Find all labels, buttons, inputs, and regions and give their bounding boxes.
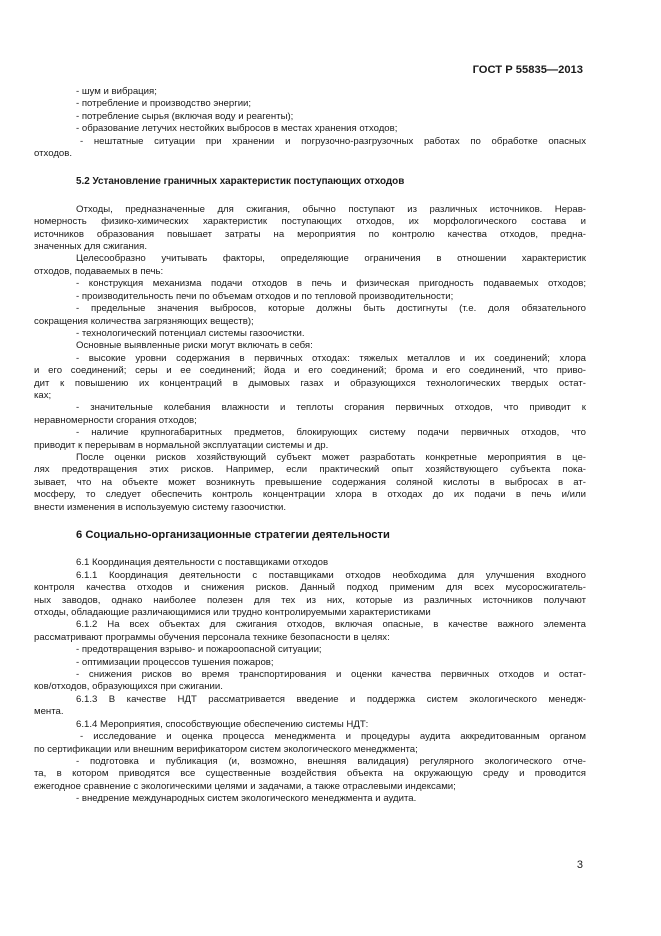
- text-line: - шум и вибрация;: [76, 86, 157, 97]
- text-line: источников образования повышает затраты на мероприятия по контролю качества отходов, предна-: [34, 228, 586, 240]
- text-line: 6.1.1 Координация деятельности с поставщиками отходов необходима для улучшения входного: [76, 569, 586, 581]
- text-line: Основные выявленные риски могут включать в себя:: [76, 340, 313, 352]
- text-line: - потребление сырья (включая воду и реагенты);: [76, 110, 294, 122]
- text-line: дит к повышению их концентраций в дымовых газах и образующихся технологических твердых остат-: [34, 377, 586, 389]
- text-line: и его соединений; серы и ее соединений; йода и его соединений; брома и его соединений, что приво-: [34, 365, 586, 377]
- text-line: отходов.: [34, 148, 73, 160]
- text-line: - предотвращения взрыво- и пожароопасной ситуации;: [76, 644, 322, 656]
- text-line: ков/отходов, образующихся при сжигании.: [34, 681, 223, 693]
- text-line: - нештатные ситуации при хранении и погрузочно-разгрузочных работах по обработке опасных: [80, 135, 586, 147]
- text-line: - значительные колебания влажности и теплоты сгорания первичных отходов, что приводит к: [76, 402, 586, 414]
- text-line: лях предотвращения этих рисков. Например, если практический опыт хозяйствующего субъекта пока-: [34, 464, 586, 476]
- text-line: 6.1.4 Мероприятия, способствующие обеспечению системы НДТ:: [76, 718, 369, 730]
- document-body: [34, 86, 586, 806]
- text-line: - потребление и производство энергии;: [76, 98, 252, 110]
- text-line: та, в котором приводятся все существенные воздействия объекта на окружающую среду и проводится: [34, 768, 586, 780]
- section-heading-5-2: 5.2 Установление граничных характеристик поступающих отходов: [76, 176, 405, 188]
- text-line: 6.1.3 В качестве НДТ рассматривается введение и поддержка систем экологического менедж-: [76, 693, 586, 705]
- text-line: неравномерности сгорания отходов;: [34, 414, 197, 426]
- text-line: мосферу, то следует обеспечить контроль концентрации хлора в отходах до их подачи в печь и/или: [34, 489, 586, 501]
- text-line: - подготовка и публикация (и, возможно, внешняя валидация) регулярного экологического отче-: [76, 755, 586, 767]
- text-line: - высокие уровни содержания в первичных отходах: тяжелых металлов и их соединений; хлора: [76, 352, 586, 364]
- text-line: номерность физико-химических характеристик поступающих отходов, их морфологического состава и: [34, 216, 586, 228]
- text-line: мента.: [34, 706, 64, 718]
- text-line: - наличие крупногабаритных предметов, блокирующих систему подачи первичных отходов, что: [76, 427, 586, 439]
- text-line: - предельные значения выбросов, которые должны быть достигнуты (т.е. доля обязательного: [76, 303, 586, 315]
- text-line: - образование летучих нестойких выбросов в местах хранения отходов;: [76, 123, 398, 135]
- text-line: приводит к перерывам в нормальной эксплуатации системы и др.: [34, 439, 329, 451]
- text-line: значенных для сжигания.: [34, 241, 147, 253]
- text-line: 6.1 Координация деятельности с поставщиками отходов: [76, 557, 329, 569]
- text-line: - исследование и оценка процесса менеджмента и процедуры аудита аккредитованным органом: [80, 731, 586, 743]
- text-line: рассматривают программы обучения персонала технике безопасности в целях:: [34, 631, 390, 643]
- text-line: Целесообразно учитывать факторы, определяющие ограничения в отношении характеристик: [76, 253, 586, 265]
- section-heading-6: 6 Социально-организационные стратегии деятельности: [76, 529, 390, 541]
- page-number: 3: [576, 859, 583, 871]
- text-line: Отходы, предназначенные для сжигания, обычно поступают из различных источников. Нерав-: [76, 203, 586, 215]
- text-line: ежегодное сравнение с экологическими целями и задачами, а также отраслевыми индексами;: [34, 780, 456, 792]
- text-line: сокращения количества загрязняющих веществ);: [34, 315, 254, 327]
- text-line: отходов, подаваемых в печь:: [34, 265, 164, 277]
- text-line: внести изменения в используемую систему газоочистки.: [34, 501, 287, 513]
- text-line: - технологический потенциал системы газоочистки.: [76, 327, 305, 339]
- text-line: контроля качества отходов и снижения рисков. Данный подход применим для всех мусоросжигатель-: [34, 582, 586, 594]
- text-line: После оценки рисков хозяйствующий субъект может разработать конкретные мероприятия в це-: [76, 451, 586, 463]
- text-line: - конструкция механизма подачи отходов в печь и физическая пригодность подаваемых отходов;: [76, 278, 586, 290]
- text-line: отходы, обладающие различающимися или трудно контролируемыми характеристиками: [34, 607, 431, 619]
- text-line: - снижения рисков во время транспортирования и оценки качества первичных отходов и остат-: [76, 669, 586, 681]
- text-line: ных заводов, однако наиболее полезен для тех из них, которые из различных источников получают: [34, 594, 586, 606]
- text-line: зывает, что на объекте может возникнуть превышение содержания соляной кислоты в выбросах в ат-: [34, 476, 586, 488]
- document-code-header: ГОСТ Р 55835—2013: [472, 64, 583, 76]
- text-line: ках;: [34, 389, 52, 401]
- text-line: по сертификации или внешним верификатором систем экологического менеджмента;: [34, 743, 418, 755]
- text-line: - производительность печи по объемам отходов и по тепловой производительности;: [76, 290, 454, 302]
- text-line: - внедрение международных систем экологического менеджмента и аудита.: [76, 793, 417, 805]
- text-line: - оптимизации процессов тушения пожаров;: [76, 656, 274, 668]
- text-line: 6.1.2 На всех объектах для сжигания отходов, включая опасные, в качестве важного элемента: [76, 619, 586, 631]
